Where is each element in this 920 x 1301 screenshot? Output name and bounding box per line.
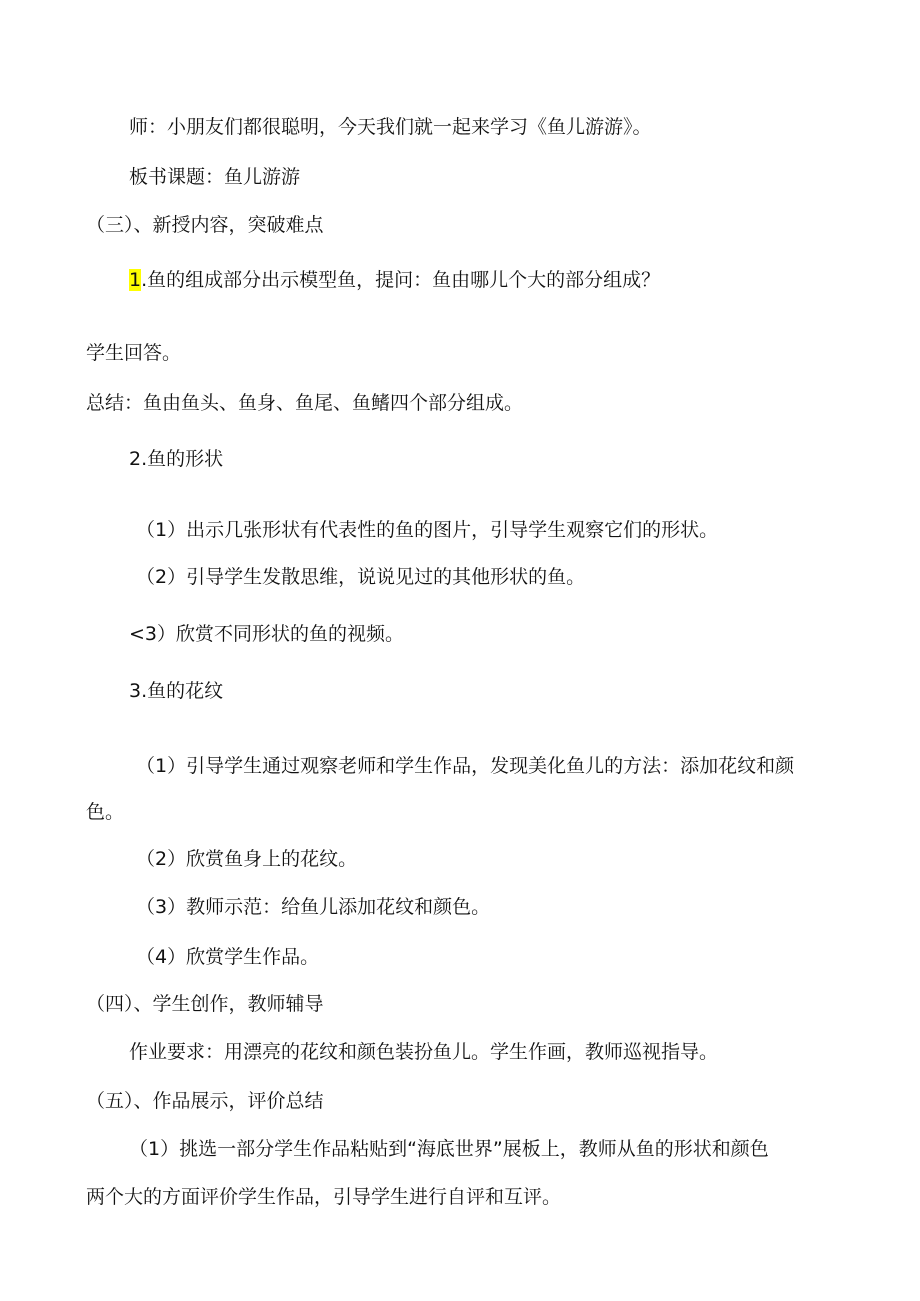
item-3-sub-4: （4）欣赏学生作品。 bbox=[136, 946, 320, 968]
item-2-sub-3: <3）欣赏不同形状的鱼的视频。 bbox=[129, 623, 405, 645]
section-heading-3: （三）、新授内容，突破难点 bbox=[86, 214, 324, 236]
item-1-fish-parts bbox=[129, 268, 660, 292]
paragraph-summary: 总结：鱼由鱼头、鱼身、鱼尾、鱼鳍四个部分组成。 bbox=[86, 392, 524, 414]
item-1-text: .鱼的组成部分出示模型鱼，提问：鱼由哪儿个大的部分组成？ bbox=[141, 269, 661, 291]
section-heading-4: （四）、学生创作，教师辅导 bbox=[86, 993, 324, 1015]
item-3-sub-3: （3）教师示范：给鱼儿添加花纹和颜色。 bbox=[136, 896, 491, 918]
paragraph-board-title: 板书课题：鱼儿游游 bbox=[129, 166, 301, 188]
item-3-sub-1: （1）引导学生通过观察老师和学生作品，发现美化鱼儿的方法：添加花纹和颜 bbox=[136, 755, 795, 777]
paragraph-teacher-intro: 师：小朋友们都很聪明，今天我们就一起来学习《鱼儿游游》。 bbox=[129, 116, 652, 138]
paragraph-display-1: （1）挑选一部分学生作品粘贴到“海底世界”展板上，教师从鱼的形状和颜色 bbox=[129, 1138, 769, 1160]
item-2-heading: 2.鱼的形状 bbox=[129, 448, 224, 470]
item-3-heading: 3.鱼的花纹 bbox=[129, 680, 224, 702]
paragraph-display-1-continued: 两个大的方面评价学生作品，引导学生进行自评和互评。 bbox=[86, 1186, 562, 1208]
paragraph-student-answer: 学生回答。 bbox=[86, 342, 182, 364]
item-3-sub-2: （2）欣赏鱼身上的花纹。 bbox=[136, 848, 358, 870]
highlighted-number: 1 bbox=[129, 269, 142, 291]
item-2-sub-1: （1）出示几张形状有代表性的鱼的图片，引导学生观察它们的形状。 bbox=[136, 519, 719, 541]
item-3-sub-1-continued: 色。 bbox=[86, 801, 125, 823]
item-2-sub-2: （2）引导学生发散思维，说说见过的其他形状的鱼。 bbox=[136, 566, 586, 588]
section-heading-5: （五）、作品展示，评价总结 bbox=[86, 1090, 324, 1112]
paragraph-homework: 作业要求：用漂亮的花纹和颜色装扮鱼儿。学生作画，教师巡视指导。 bbox=[129, 1041, 719, 1063]
